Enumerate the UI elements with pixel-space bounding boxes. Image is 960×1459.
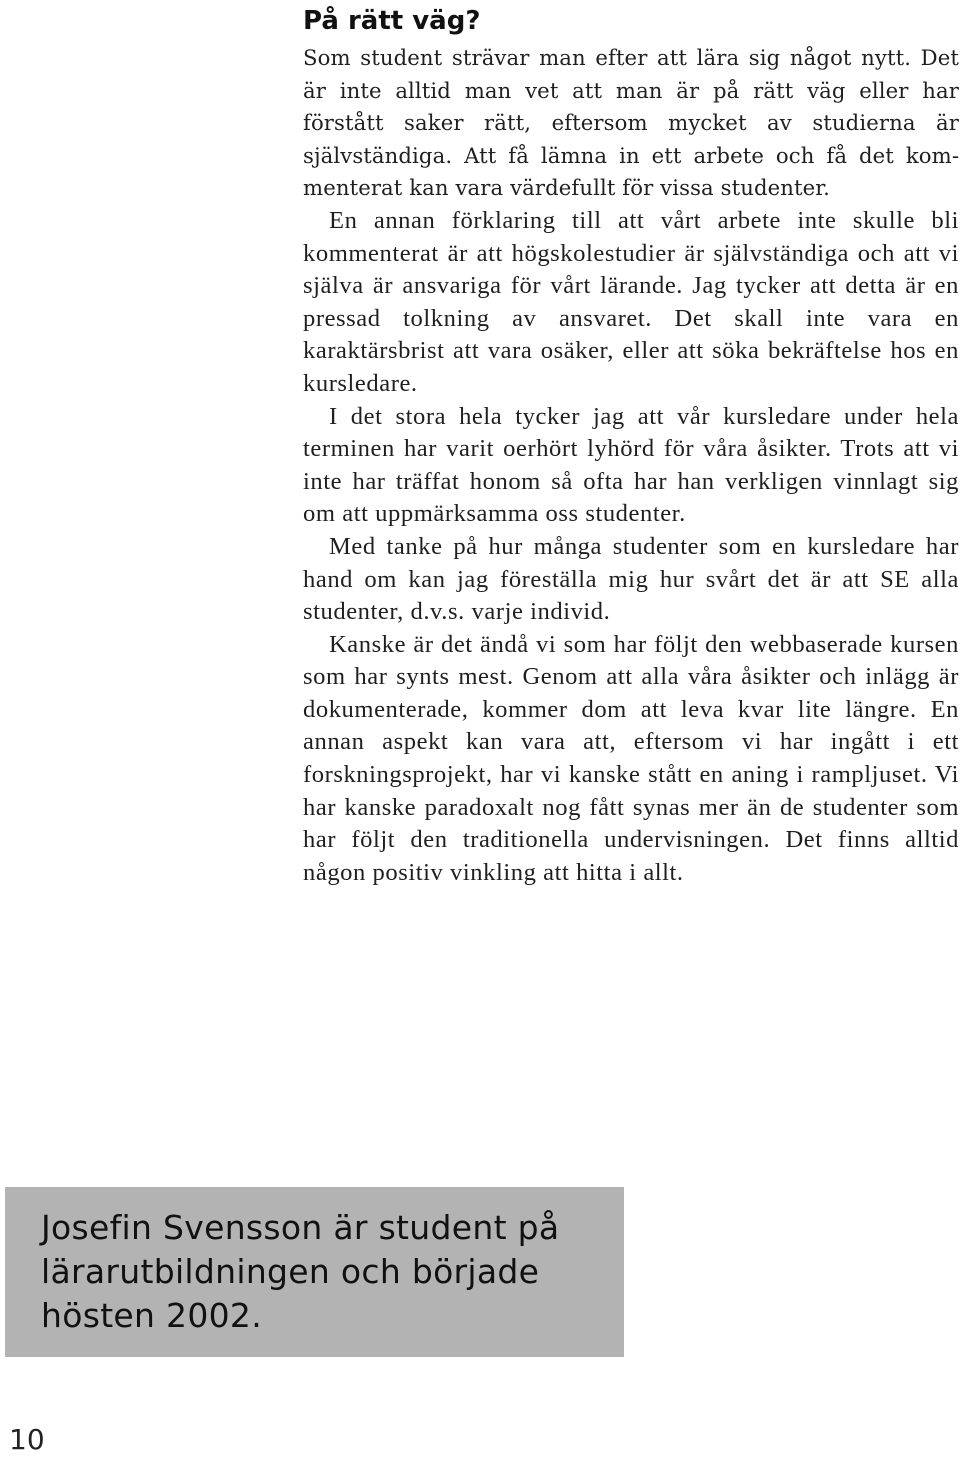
author-bio-box: [5, 1187, 624, 1357]
paragraph-4: Med tanke på hur många studenter som en kursledare har hand om kan jag föreställa mig hur svårt det är att SE alla studenter, d.v.s. varje individ.: [303, 532, 959, 626]
article-body: [303, 42, 959, 889]
author-bio-text: Josefin Svensson är student på lärarutbildningen och började hösten 2002.: [41, 1208, 560, 1335]
article-heading: På rätt väg?: [303, 6, 481, 36]
paragraph-5: Kanske är det ändå vi som har följt den webbaserade kursen som har synts mest. Genom att alla våra åsikter och inlägg är dokumenterade, kommer dom att leva kvar lite längre. En annan aspekt kan vara att, eftersom vi har ingått i ett forskningsprojekt, har vi kanske stått en aning i rampljuset. Vi har kanske paradoxalt nog fått synas mer än de studenter som har följt den traditionella undervisningen. Det finns alltid någon positiv vinkling att hitta i allt.: [303, 630, 959, 886]
page-number: 10: [9, 1423, 45, 1456]
paragraph-2: En annan förklaring till att vårt arbete inte skulle bli kommenterat är att högskolestudier är självständiga och att vi själva är ansvariga för vårt lärande. Jag tycker att detta är en pressad tolkning av ansvaret. Det skall inte vara en karaktärsbrist att vara osäker, eller att söka bekräftelse hos en kursledare.: [303, 206, 959, 397]
paragraph-1: Som student strävar man efter att lära sig något nytt. Det är inte alltid man vet att man är på rätt väg eller har förstått saker rätt, eftersom mycket av studierna är självständiga. Att få lämna in ett arbete och få det kommenterat kan vara värdefullt för vissa studenter.: [303, 45, 959, 201]
paragraph-3: I det stora hela tycker jag att vår kursledare under hela terminen har varit oerhört lyhörd för våra åsikter. Trots att vi inte har träffat honom så ofta har han verkligen vinnlagt sig om att uppmärksamma oss studenter.: [303, 402, 959, 528]
